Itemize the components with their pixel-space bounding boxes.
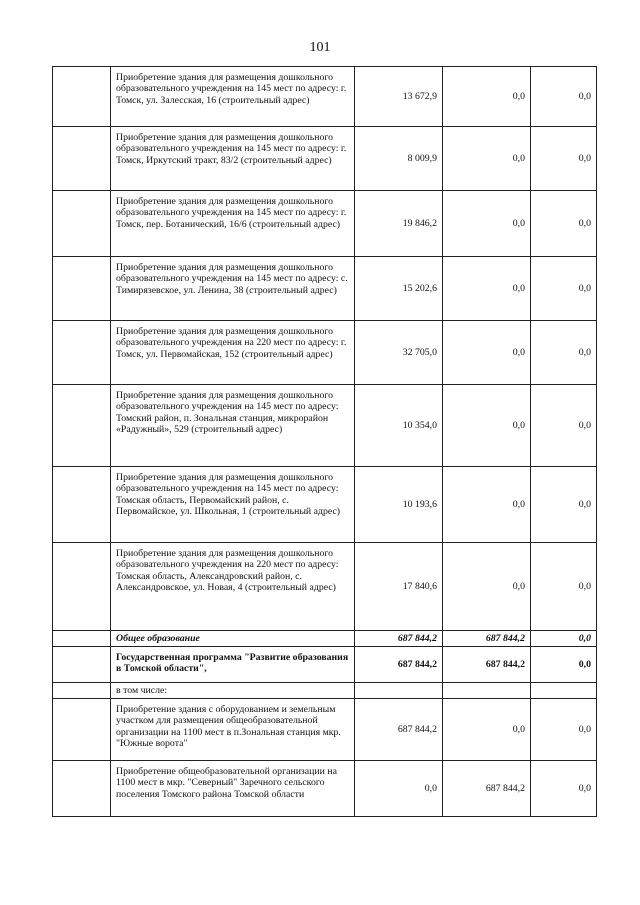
row-value-1: 32 705,0 <box>355 321 443 385</box>
row-value-3: 0,0 <box>531 127 597 191</box>
table-row <box>53 467 597 543</box>
row-description: Приобретение здания для размещения дошкольного образовательного учреждения на 145 мест по адресу: Томская область, Первомайский район, с. Первомайское, ул. Школьная, 1 (строительный адрес) <box>111 467 355 543</box>
table-row <box>53 67 597 127</box>
general-education-row <box>53 631 597 647</box>
empty-cell <box>53 647 111 683</box>
empty-cell <box>53 467 111 543</box>
empty-cell <box>53 257 111 321</box>
table-row <box>53 699 597 761</box>
row-value-3: 0,0 <box>531 191 597 257</box>
row-description: Приобретение здания для размещения дошкольного образовательного учреждения на 145 мест по адресу: с. Тимирязевское, ул. Ленина, 38 (строительный адрес) <box>111 257 355 321</box>
table-row <box>53 543 597 631</box>
empty-cell <box>53 191 111 257</box>
row-value-2: 0,0 <box>443 699 531 761</box>
row-value-3: 0,0 <box>531 699 597 761</box>
state-program-value-3: 0,0 <box>531 647 597 683</box>
empty-cell <box>53 67 111 127</box>
including-label: в том числе: <box>111 683 355 699</box>
table-row <box>53 321 597 385</box>
general-education-value-1: 687 844,2 <box>355 631 443 647</box>
row-value-3: 0,0 <box>531 321 597 385</box>
row-value-2: 0,0 <box>443 543 531 631</box>
empty-cell <box>53 321 111 385</box>
empty-cell <box>443 683 531 699</box>
state-program-value-1: 687 844,2 <box>355 647 443 683</box>
row-description: Приобретение общеобразовательной организации на 1100 мест в мкр. "Северный" Заречного сельского поселения Томского района Томской области <box>111 761 355 817</box>
general-education-label: Общее образование <box>111 631 355 647</box>
empty-cell <box>531 683 597 699</box>
row-value-3: 0,0 <box>531 67 597 127</box>
row-value-2: 0,0 <box>443 127 531 191</box>
page-number: 101 <box>309 40 331 55</box>
row-description: Приобретение здания для размещения дошкольного образовательного учреждения на 145 мест по адресу: Томский район, п. Зональная станция, микрорайон «Радужный», 529 (строительный адрес) <box>111 385 355 467</box>
empty-cell <box>53 385 111 467</box>
state-program-value-2: 687 844,2 <box>443 647 531 683</box>
empty-cell <box>355 683 443 699</box>
row-value-1: 15 202,6 <box>355 257 443 321</box>
table-row <box>53 385 597 467</box>
row-value-2: 0,0 <box>443 321 531 385</box>
general-education-value-3: 0,0 <box>531 631 597 647</box>
row-value-2: 0,0 <box>443 467 531 543</box>
table-row <box>53 127 597 191</box>
row-value-1: 17 840,6 <box>355 543 443 631</box>
row-value-1: 10 193,6 <box>355 467 443 543</box>
row-value-1: 0,0 <box>355 761 443 817</box>
state-program-row <box>53 647 597 683</box>
row-value-1: 687 844,2 <box>355 699 443 761</box>
row-value-3: 0,0 <box>531 257 597 321</box>
row-value-3: 0,0 <box>531 385 597 467</box>
row-description: Приобретение здания с оборудованием и земельным участком для размещения общеобразовательной организации на 1100 мест в п.Зональная станция мкр. "Южные ворота" <box>111 699 355 761</box>
row-description: Приобретение здания для размещения дошкольного образовательного учреждения на 145 мест по адресу: г. Томск, пер. Ботанический, 16/6 (строительный адрес) <box>111 191 355 257</box>
row-value-3: 0,0 <box>531 467 597 543</box>
row-value-2: 687 844,2 <box>443 761 531 817</box>
table-row <box>53 257 597 321</box>
state-program-label: Государственная программа "Развитие образования в Томской области", <box>111 647 355 683</box>
including-row <box>53 683 597 699</box>
empty-cell <box>53 699 111 761</box>
row-description: Приобретение здания для размещения дошкольного образовательного учреждения на 220 мест по адресу: Томская область, Александровский район, с. Александровское, ул. Новая, 4 (строительный адрес) <box>111 543 355 631</box>
row-value-1: 10 354,0 <box>355 385 443 467</box>
row-value-1: 13 672,9 <box>355 67 443 127</box>
row-description: Приобретение здания для размещения дошкольного образовательного учреждения на 145 мест по адресу: г. Томск, Иркутский тракт, 83/2 (строительный адрес) <box>111 127 355 191</box>
row-description: Приобретение здания для размещения дошкольного образовательного учреждения на 145 мест по адресу: г. Томск, ул. Залесская, 16 (строительный адрес) <box>111 67 355 127</box>
row-value-2: 0,0 <box>443 257 531 321</box>
empty-cell <box>53 127 111 191</box>
row-value-3: 0,0 <box>531 761 597 817</box>
general-education-value-2: 687 844,2 <box>443 631 531 647</box>
empty-cell <box>53 543 111 631</box>
table-row <box>53 761 597 817</box>
row-value-3: 0,0 <box>531 543 597 631</box>
budget-table <box>52 66 597 817</box>
row-value-2: 0,0 <box>443 385 531 467</box>
table-row <box>53 191 597 257</box>
empty-cell <box>53 761 111 817</box>
row-value-2: 0,0 <box>443 67 531 127</box>
empty-cell <box>53 631 111 647</box>
row-value-1: 19 846,2 <box>355 191 443 257</box>
empty-cell <box>53 683 111 699</box>
row-value-1: 8 009,9 <box>355 127 443 191</box>
row-value-2: 0,0 <box>443 191 531 257</box>
row-description: Приобретение здания для размещения дошкольного образовательного учреждения на 220 мест по адресу: г. Томск, ул. Первомайская, 152 (строительный адрес) <box>111 321 355 385</box>
